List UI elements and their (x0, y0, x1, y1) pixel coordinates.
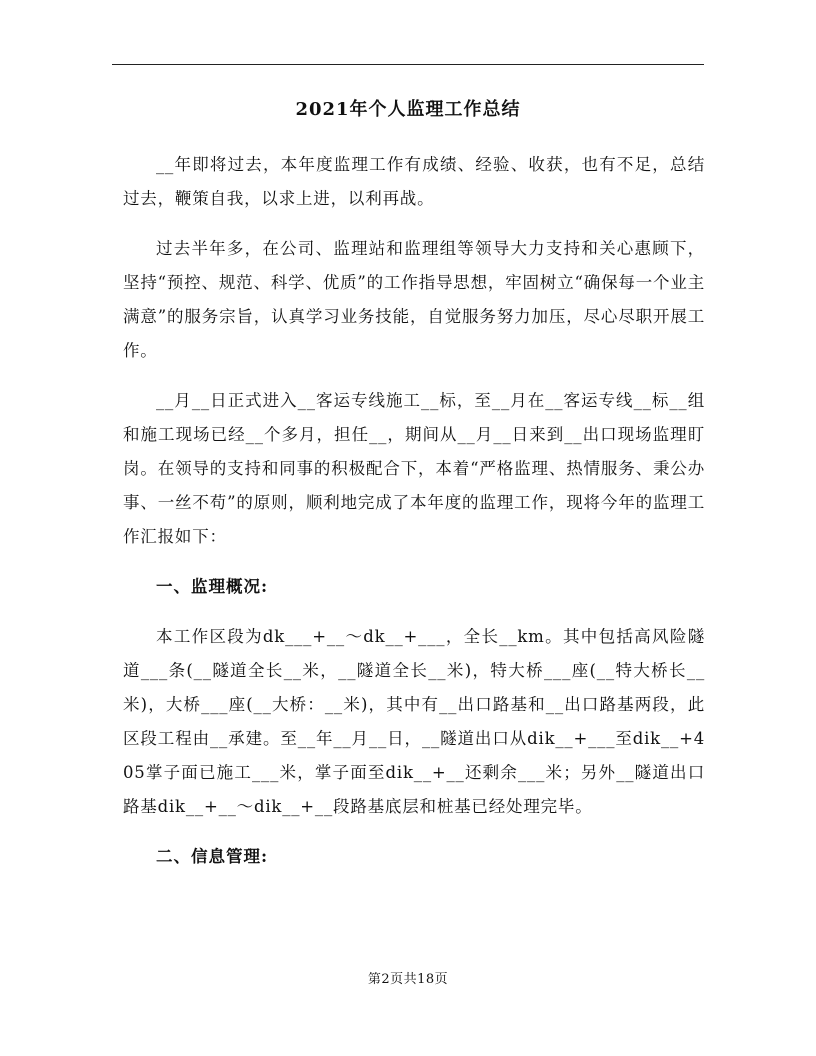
document-body (123, 148, 705, 890)
paragraph-overview: 本工作区段为dk___+__～dk__+___，全长__km。其中包括高风险隧道___条(__隧道全长__米，__隧道全长__米)，特大桥___座(__特大桥长__米)，大桥___座(__大桥：__米)，其中有__出口路基和__出口路基两段，此区段工程由__承建。至__年__月__日，__隧道出口从dik__+___至dik__+405掌子面已施工___米，掌子面至dik__+__还剩余___米；另外__隧道出口路基dik__+__～dik__+__段路基底层和桩基已经处理完毕。 (123, 627, 705, 816)
paragraph-work-history: __月__日正式进入__客运专线施工__标，至__月在__客运专线__标__组和施工现场已经__个多月，担任__，期间从__月__日来到__出口现场监理盯岗。在领导的支持和同事的积极配合下，本着“严格监理、热情服务、秉公办事、一丝不苟”的原则，顺利地完成了本年度的监理工作，现将今年的监理工作汇报如下： (123, 391, 705, 546)
document-title: 2021年个人监理工作总结 (295, 99, 521, 120)
section-heading-overview: 一、监理概况: (156, 577, 269, 596)
section-heading-information: 二、信息管理: (156, 847, 269, 866)
header-rule (112, 64, 704, 65)
paragraph-guiding-ideas: 过去半年多，在公司、监理站和监理组等领导大力支持和关心惠顾下，坚持“预控、规范、科学、优质”的工作指导思想，牢固树立“确保每一个业主满意”的服务宗旨，认真学习业务技能，自觉服务努力加压，尽心尽职开展工作。 (123, 239, 705, 360)
page-number: 第2页共18页 (367, 972, 449, 987)
paragraph-intro: __年即将过去，本年度监理工作有成绩、经验、收获，也有不足，总结过去，鞭策自我，以求上进，以利再战。 (123, 155, 705, 208)
